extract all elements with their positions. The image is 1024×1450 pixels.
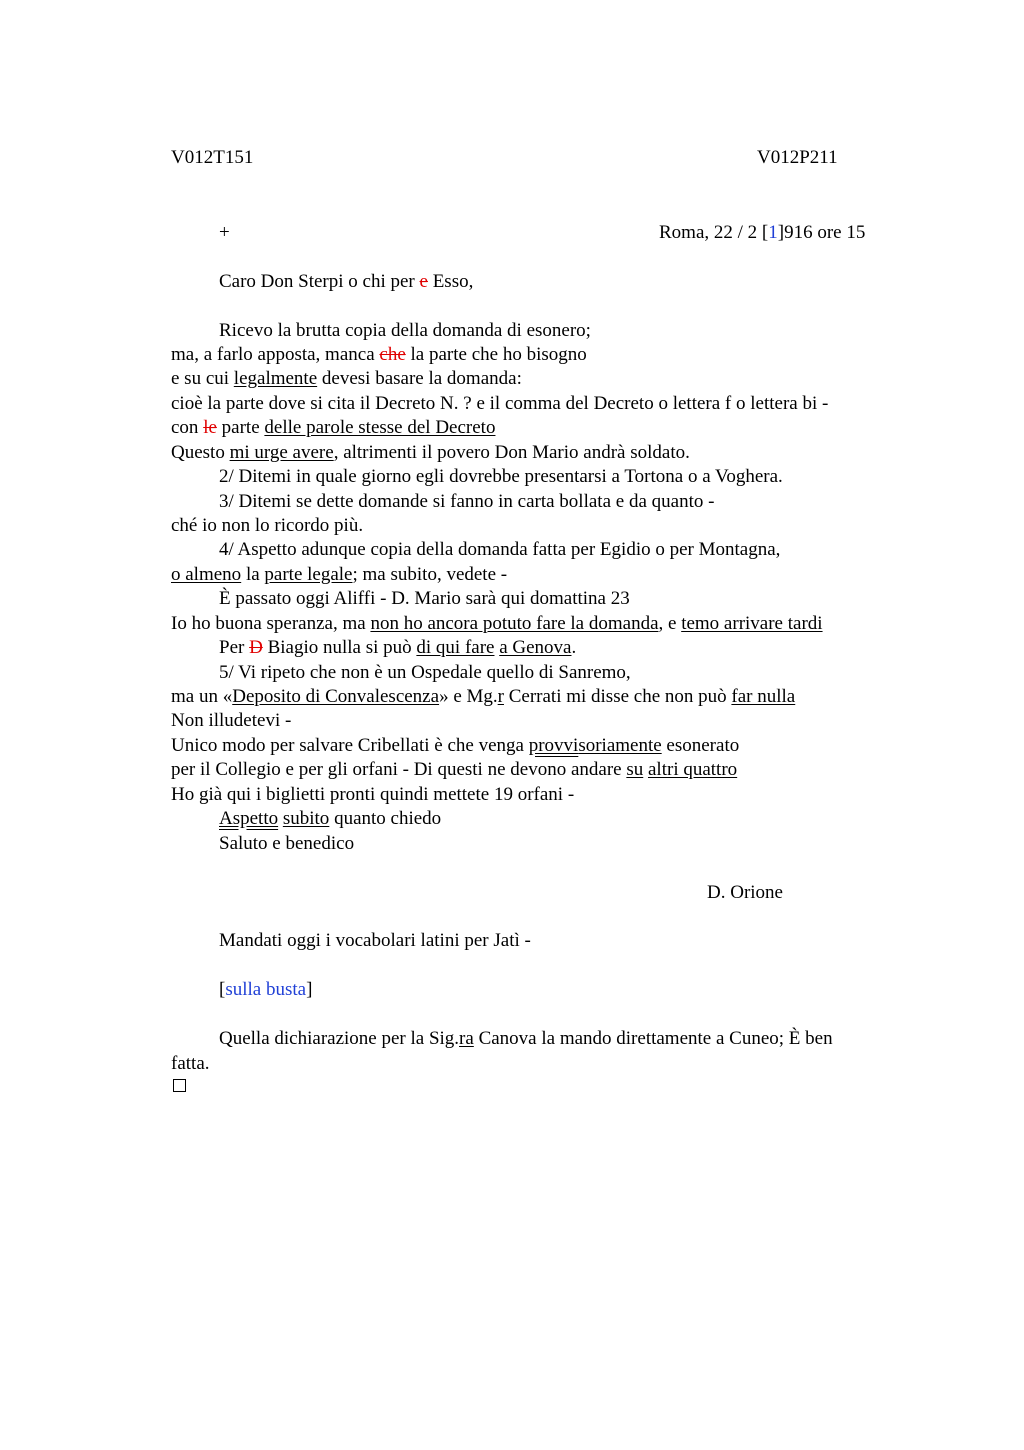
text-span: Questo [171,442,230,463]
text-span: ma, a farlo apposta, manca [171,344,380,365]
underlined-text: di qui fare [416,637,495,658]
underlined-text: ra [459,1028,474,1049]
underlined-text: mi urge avere [229,442,334,463]
deletion: D [249,637,263,658]
date-editorial-number: 1 [768,222,778,243]
text-span: e su cui [171,368,234,389]
underlined-text: altri quattro [648,759,738,780]
text-line: 4/ Aspetto adunque copia della domanda fatta per Egidio o per Montagna, [219,539,781,560]
text-line [171,564,507,586]
deletion: che [379,344,406,365]
deletion: le [203,417,217,438]
text-line [171,613,823,635]
underlined-text: o almeno [171,564,242,585]
text-span: esonerato [661,735,740,756]
text-span: Io ho buona speranza, ma [171,613,371,634]
text-span: Per [219,637,250,658]
closing-line: Saluto e benedico [219,833,355,854]
text-line [171,344,587,366]
envelope-note-end: fatta. [171,1053,210,1074]
text-span: Biagio nulla si può [262,637,417,658]
text-span: Cerrati mi disse che non può [503,686,732,707]
salutation [219,271,473,293]
text-line [219,808,441,830]
text-span: Unico modo per salvare Cribellati è che venga [171,735,529,756]
text-line: Non illudetevi - [171,710,292,731]
double-underlined-text: Aspetto [219,808,279,829]
underlined-text: r [497,686,504,707]
postscript: Mandati oggi i vocabolari latini per Jatì - [219,930,531,951]
salutation-text-end: Esso, [427,271,474,292]
signature: D. Orione [707,882,783,903]
text-line: Ricevo la brutta copia della domanda di esonero; [219,320,591,341]
text-span: la parte che ho bisogno [405,344,587,365]
underlined-text: legalmente [233,368,318,389]
date-post: ]916 ore 15 [777,222,866,243]
text-line: 3/ Ditemi se dette domande si fanno in carta bollata e da quanto - [219,491,715,512]
editorial-note: sulla busta [225,979,307,1000]
document-code-left: V012T151 [171,147,254,168]
double-underlined-text: provvi [528,735,579,756]
text-line: cioè la parte dove si cita il Decreto N. ? e il comma del Decreto o lettera f o lettera bi - [171,393,829,414]
text-line: Ho già qui i biglietti pronti quindi mettete 19 orfani - [171,784,575,805]
text-line [219,637,576,659]
text-span: ; ma subito, vedete - [352,564,508,585]
page-code-right: V012P211 [757,147,838,168]
underlined-text: non ho ancora potuto fare la domanda [370,613,659,634]
text-span: quanto chiedo [329,808,442,829]
underlined-text: Deposito di Convalescenza [232,686,440,707]
envelope-note [219,1028,833,1050]
underlined-text: far nulla [731,686,796,707]
text-line: 2/ Ditemi in quale giorno egli dovrebbe presentarsi a Tortona o a Voghera. [219,466,783,487]
text-line [171,686,795,708]
square-icon [173,1079,186,1092]
text-span: » e Mg. [439,686,498,707]
bracket: ] [306,979,313,1000]
underlined-text: parte legale [264,564,353,585]
text-span: devesi basare la domanda: [317,368,522,389]
underlined-text: delle parole stesse del Decreto [264,417,496,438]
text-span: con [171,417,204,438]
date-line [659,222,865,244]
text-line [171,759,737,781]
text-line [171,368,522,390]
text-span: parte [216,417,265,438]
cross-mark: + [219,222,230,243]
text-line [171,735,739,757]
text-span: , e [658,613,682,634]
underlined-text: a Genova [499,637,572,658]
underlined-text: subito [282,808,330,829]
bracket: [ [219,979,226,1000]
text-span: Quella dichiarazione per la Sig. [219,1028,460,1049]
underlined-text: su [626,759,644,780]
envelope-heading [219,979,312,1001]
text-span: . [571,637,577,658]
text-span: per il Collegio e per gli orfani - Di questi ne devono andare [171,759,627,780]
text-span: la [241,564,265,585]
text-line: ché io non lo ricordo più. [171,515,364,536]
deletion: e [419,271,428,292]
text-span: , altrimenti il povero Don Mario andrà soldato. [333,442,690,463]
text-span: Canova la mando direttamente a Cuneo; È ben [473,1028,833,1049]
underlined-text: temo arrivare tardi [681,613,823,634]
text-line [171,417,495,439]
text-line: 5/ Vi ripeto che non è un Ospedale quello di Sanremo, [219,662,631,683]
salutation-text: Caro Don Sterpi o chi per [219,271,420,292]
text-span: ma un « [171,686,233,707]
date-pre: Roma, 22 / 2 [ [659,222,769,243]
text-line [171,442,690,464]
text-line: È passato oggi Aliffi - D. Mario sarà qui domattina 23 [219,588,630,609]
underlined-text: soriamente [578,735,662,756]
